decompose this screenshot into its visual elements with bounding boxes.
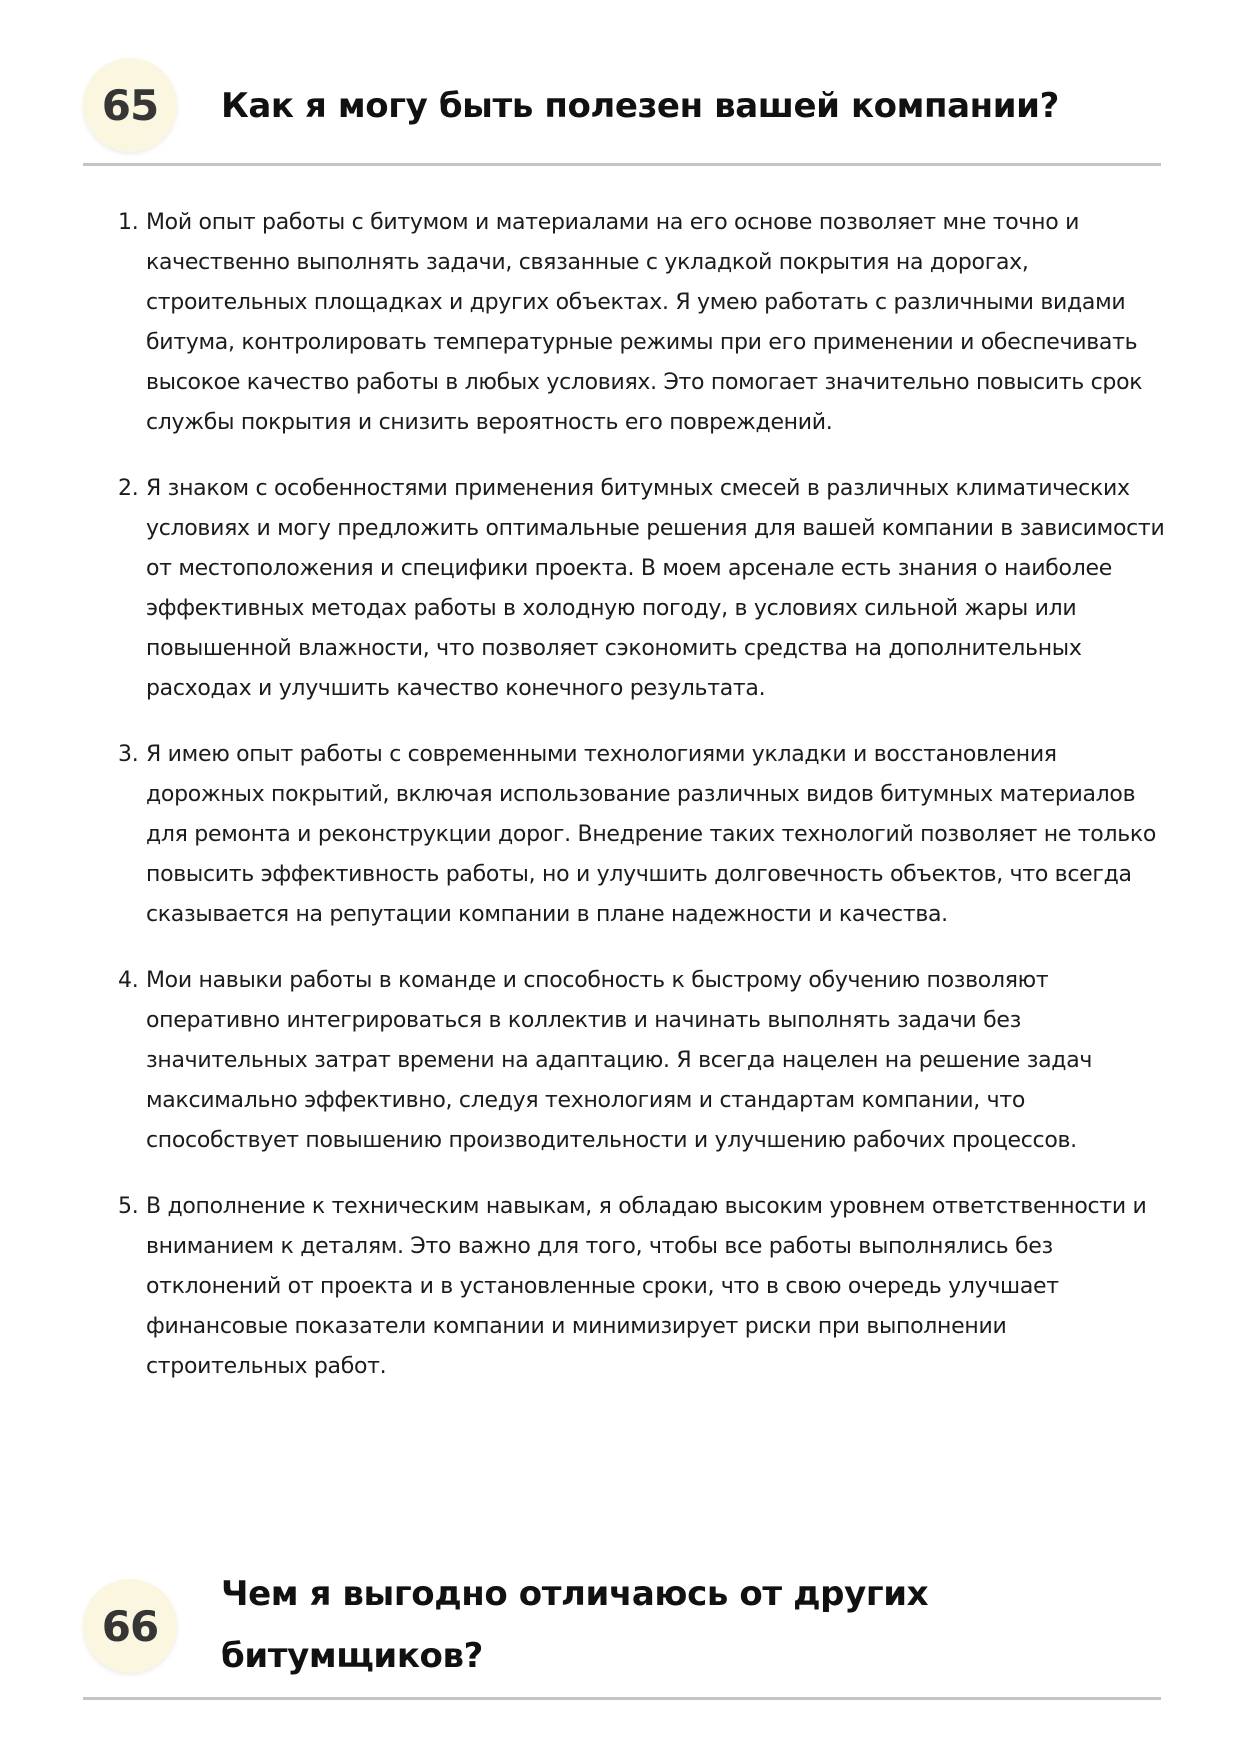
list-item: [118, 203, 1166, 443]
list-item-number: 5.: [118, 1194, 139, 1219]
list-item-text: Я имею опыт работы с современными технологиями укладки и восстановления дорожных покрытий, включая использование различных видов битумных материалов для ремонта и реконструкции дорог. Внедрение таких технологий позволяет не только повысить эффективность работы, но и улучшить долговечность объектов, что всегда сказывается на репутации компании в плане надежности и качества.: [146, 742, 1157, 927]
list-item: [118, 469, 1166, 709]
section-title-line-2: битумщиков?: [221, 1636, 483, 1676]
section-title: [221, 1563, 1161, 1687]
list-item-number: 2.: [118, 476, 139, 501]
question-number-badge: 65: [83, 58, 177, 152]
list-item: [118, 735, 1166, 935]
section-header-66: [83, 1553, 1161, 1700]
list-item-number: 1.: [118, 210, 139, 235]
section-header-65: [83, 52, 1161, 166]
list-item-number: 3.: [118, 742, 139, 767]
answer-list: [118, 203, 1166, 1413]
section-title-line-1: Чем я выгодно отличаюсь от других: [221, 1574, 929, 1614]
list-item-text: В дополнение к техническим навыкам, я обладаю высоким уровнем ответственности и вниманием к деталям. Это важно для того, чтобы все работы выполнялись без отклонений от проекта и в установленные сроки, что в свою очередь улучшает финансовые показатели компании и минимизирует риски при выполнении строительных работ.: [146, 1194, 1147, 1379]
list-item-text: Мой опыт работы с битумом и материалами на его основе позволяет мне точно и качественно выполнять задачи, связанные с укладкой покрытия на дорогах, строительных площадках и других объектах. Я умею работать с различными видами битума, контролировать температурные режимы при его применении и обеспечивать высокое качество работы в любых условиях. Это помогает значительно повысить срок службы покрытия и снизить вероятность его повреждений.: [146, 210, 1143, 435]
list-item-text: Мои навыки работы в команде и способность к быстрому обучению позволяют оперативно интегрироваться в коллектив и начинать выполнять задачи без значительных затрат времени на адаптацию. Я всегда нацелен на решение задач максимально эффективно, следуя технологиям и стандартам компании, что способствует повышению производительности и улучшению рабочих процессов.: [146, 968, 1093, 1153]
list-item-text: Я знаком с особенностями применения битумных смесей в различных климатических условиях и могу предложить оптимальные решения для вашей компании в зависимости от местоположения и специфики проекта. В моем арсенале есть знания о наиболее эффективных методах работы в холодную погоду, в условиях сильной жары или повышенной влажности, что позволяет сэкономить средства на дополнительных расходах и улучшить качество конечного результата.: [146, 476, 1165, 701]
list-item: [118, 1187, 1166, 1387]
list-item-number: 4.: [118, 968, 139, 993]
list-item: [118, 961, 1166, 1161]
section-title: Как я могу быть полезен вашей компании?: [221, 86, 1059, 126]
question-number-badge: 66: [83, 1579, 177, 1673]
